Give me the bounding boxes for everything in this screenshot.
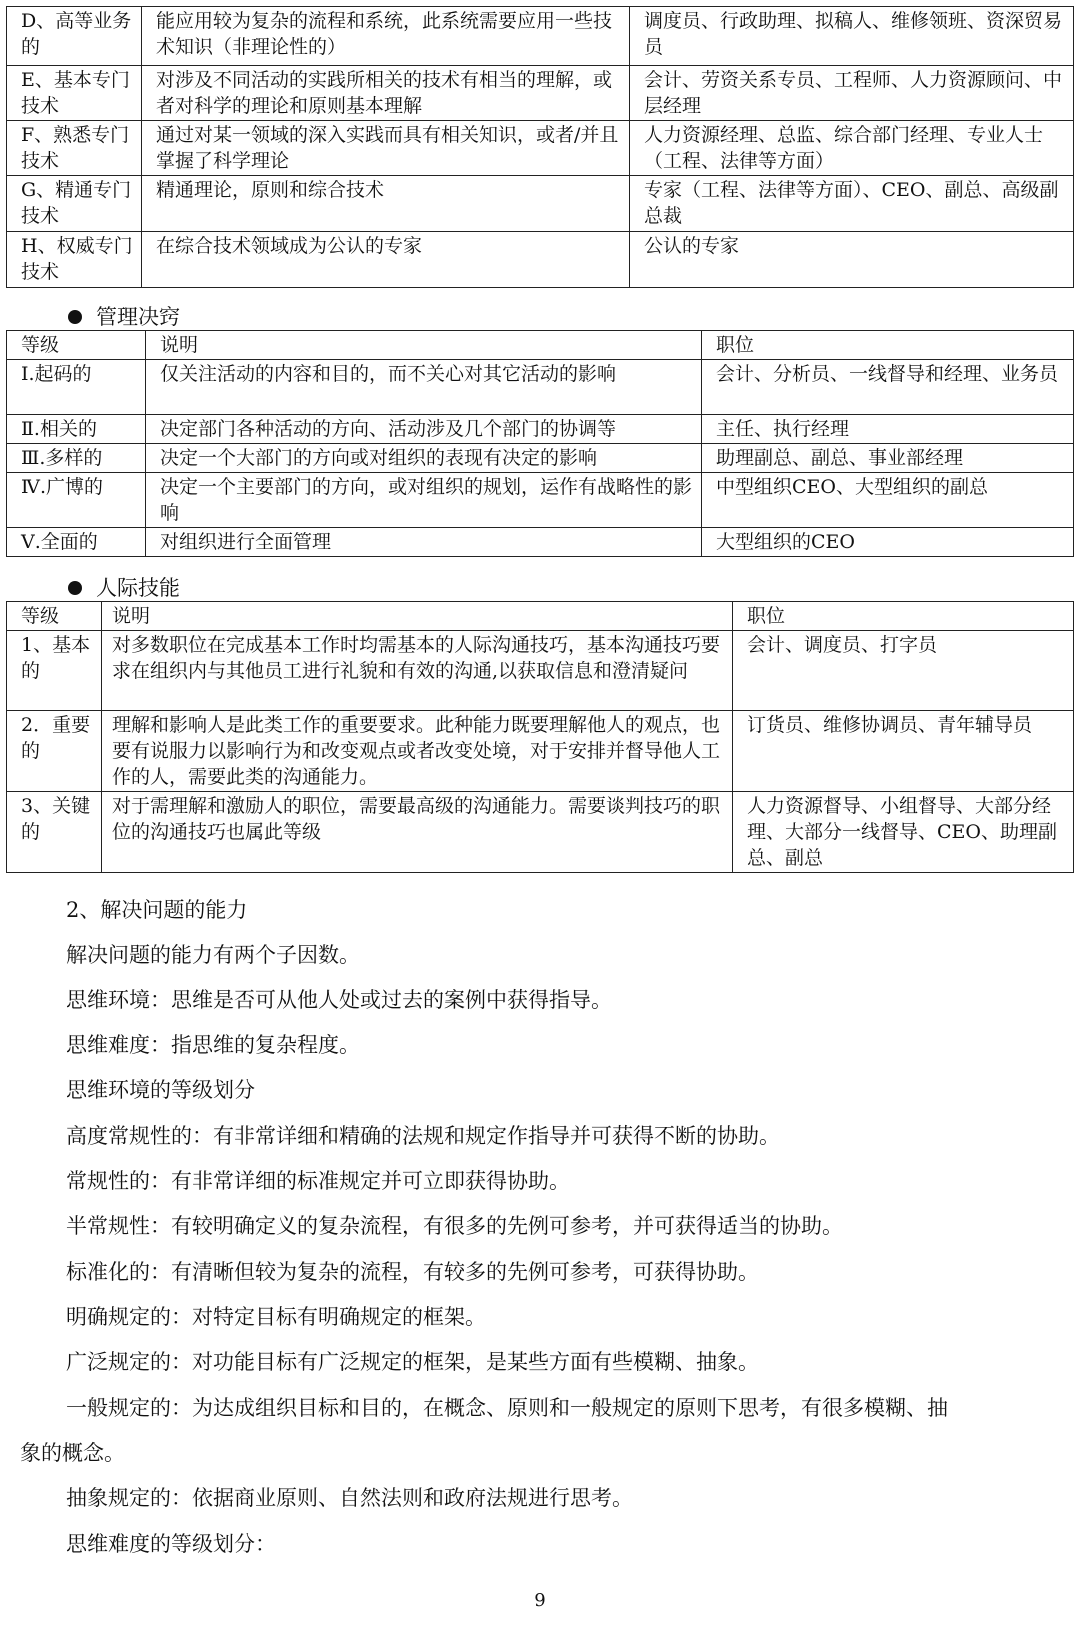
table-row — [7, 66, 1074, 121]
jobs-cell: 助理副总、副总、事业部经理 — [702, 444, 1074, 473]
level-cell: Ⅰ.起码的 — [7, 360, 146, 415]
level-cell: H、权威专门技术 — [7, 232, 142, 288]
jobs-cell: 主任、执行经理 — [702, 415, 1074, 444]
management-table — [6, 330, 1074, 557]
desc-cell: 决定部门各种活动的方向、活动涉及几个部门的协调等 — [146, 415, 702, 444]
jobs-cell: 调度员、行政助理、拟稿人、维修领班、资深贸易员 — [630, 7, 1074, 66]
desc-cell: 通过对某一领域的深入实践而具有相关知识，或者/并且掌握了科学理论 — [142, 121, 630, 176]
page-number: 9 — [534, 1590, 546, 1611]
table-header-row — [7, 331, 1074, 360]
desc-cell: 仅关注活动的内容和目的，而不关心对其它活动的影响 — [146, 360, 702, 415]
jobs-cell: 会计、调度员、打字员 — [733, 631, 1074, 711]
paragraph-continuation: 象的概念。 — [20, 1441, 125, 1465]
level-cell: Ⅳ.广博的 — [7, 473, 146, 528]
desc-cell: 对涉及不同活动的实践所相关的技术有相当的理解，或者对科学的理论和原则基本理解 — [142, 66, 630, 121]
level-cell: E、基本专门技术 — [7, 66, 142, 121]
paragraph: 抽象规定的：依据商业原则、自然法则和政府法规进行思考。 — [66, 1486, 633, 1510]
expertise-table — [6, 6, 1074, 288]
table-row — [7, 415, 1074, 444]
level-cell: 3、关键的 — [7, 792, 102, 873]
jobs-cell: 公认的专家 — [630, 232, 1074, 288]
desc-cell: 决定一个主要部门的方向，或对组织的规划，运作有战略性的影响 — [146, 473, 702, 528]
paragraph: 思维难度的等级划分： — [66, 1532, 276, 1556]
desc-cell: 对组织进行全面管理 — [146, 528, 702, 557]
paragraph: 一般规定的：为达成组织目标和目的，在概念、原则和一般规定的原则下思考，有很多模糊、抽 — [66, 1396, 948, 1420]
bullet-icon — [68, 581, 82, 595]
header-cell: 说明 — [102, 602, 733, 631]
level-cell: Ⅲ.多样的 — [7, 444, 146, 473]
header-cell: 职位 — [733, 602, 1074, 631]
section-heading-problem-solving: 2、解决问题的能力 — [66, 898, 248, 922]
desc-cell: 在综合技术领域成为公认的专家 — [142, 232, 630, 288]
table-row — [7, 473, 1074, 528]
level-cell: 1、基本的 — [7, 631, 102, 711]
level-cell: D、高等业务的 — [7, 7, 142, 66]
header-cell: 等级 — [7, 331, 146, 360]
paragraph: 思维环境：思维是否可从他人处或过去的案例中获得指导。 — [66, 988, 612, 1012]
paragraph: 常规性的：有非常详细的标准规定并可立即获得协助。 — [66, 1169, 570, 1193]
section-heading-management — [68, 301, 180, 331]
interpersonal-table — [6, 601, 1074, 873]
jobs-cell: 人力资源经理、总监、综合部门经理、专业人士（工程、法律等方面） — [630, 121, 1074, 176]
table-row — [7, 176, 1074, 232]
bullet-icon — [68, 310, 82, 324]
section-title: 人际技能 — [96, 576, 180, 600]
table-row — [7, 232, 1074, 288]
jobs-cell: 会计、劳资关系专员、工程师、人力资源顾问、中层经理 — [630, 66, 1074, 121]
table-row — [7, 528, 1074, 557]
header-cell: 职位 — [702, 331, 1074, 360]
paragraph: 标准化的：有清晰但较为复杂的流程，有较多的先例可参考，可获得协助。 — [66, 1260, 759, 1284]
jobs-cell: 专家（工程、法律等方面）、CEO、副总、高级副总裁 — [630, 176, 1074, 232]
desc-cell: 能应用较为复杂的流程和系统，此系统需要应用一些技术知识（非理论性的） — [142, 7, 630, 66]
level-cell: Ⅱ.相关的 — [7, 415, 146, 444]
section-heading-interpersonal — [68, 572, 180, 602]
desc-cell: 对于需理解和激励人的职位，需要最高级的沟通能力。需要谈判技巧的职位的沟通技巧也属此等级 — [102, 792, 733, 873]
desc-cell: 决定一个大部门的方向或对组织的表现有决定的影响 — [146, 444, 702, 473]
header-cell: 说明 — [146, 331, 702, 360]
jobs-cell: 大型组织的CEO — [702, 528, 1074, 557]
paragraph: 思维环境的等级划分 — [66, 1078, 255, 1102]
paragraph: 高度常规性的：有非常详细和精确的法规和规定作指导并可获得不断的协助。 — [66, 1124, 780, 1148]
jobs-cell: 人力资源督导、小组督导、大部分经理、大部分一线督导、CEO、助理副总、副总 — [733, 792, 1074, 873]
section-title: 管理决窍 — [96, 305, 180, 329]
level-cell: F、熟悉专门技术 — [7, 121, 142, 176]
paragraph: 明确规定的：对特定目标有明确规定的框架。 — [66, 1305, 486, 1329]
desc-cell: 精通理论，原则和综合技术 — [142, 176, 630, 232]
table-header-row — [7, 602, 1074, 631]
jobs-cell: 中型组织CEO、大型组织的副总 — [702, 473, 1074, 528]
paragraph: 解决问题的能力有两个子因数。 — [66, 943, 360, 967]
table-row — [7, 792, 1074, 873]
desc-cell: 理解和影响人是此类工作的重要要求。此种能力既要理解他人的观点，也要有说服力以影响行为和改变观点或者改变处境，对于安排并督导他人工作的人，需要此类的沟通能力。 — [102, 711, 733, 792]
table-row — [7, 7, 1074, 66]
table-row — [7, 360, 1074, 415]
desc-cell: 对多数职位在完成基本工作时均需基本的人际沟通技巧，基本沟通技巧要求在组织内与其他员工进行礼貌和有效的沟通,以获取信息和澄清疑问 — [102, 631, 733, 711]
level-cell: Ⅴ.全面的 — [7, 528, 146, 557]
level-cell: 2．重要的 — [7, 711, 102, 792]
table-row — [7, 444, 1074, 473]
jobs-cell: 订货员、维修协调员、青年辅导员 — [733, 711, 1074, 792]
jobs-cell: 会计、分析员、一线督导和经理、业务员 — [702, 360, 1074, 415]
header-cell: 等级 — [7, 602, 102, 631]
paragraph: 广泛规定的：对功能目标有广泛规定的框架，是某些方面有些模糊、抽象。 — [66, 1350, 759, 1374]
table-row — [7, 631, 1074, 711]
table-row — [7, 121, 1074, 176]
paragraph: 半常规性：有较明确定义的复杂流程，有很多的先例可参考，并可获得适当的协助。 — [66, 1214, 843, 1238]
level-cell: G、精通专门技术 — [7, 176, 142, 232]
table-row — [7, 711, 1074, 792]
paragraph: 思维难度：指思维的复杂程度。 — [66, 1033, 360, 1057]
